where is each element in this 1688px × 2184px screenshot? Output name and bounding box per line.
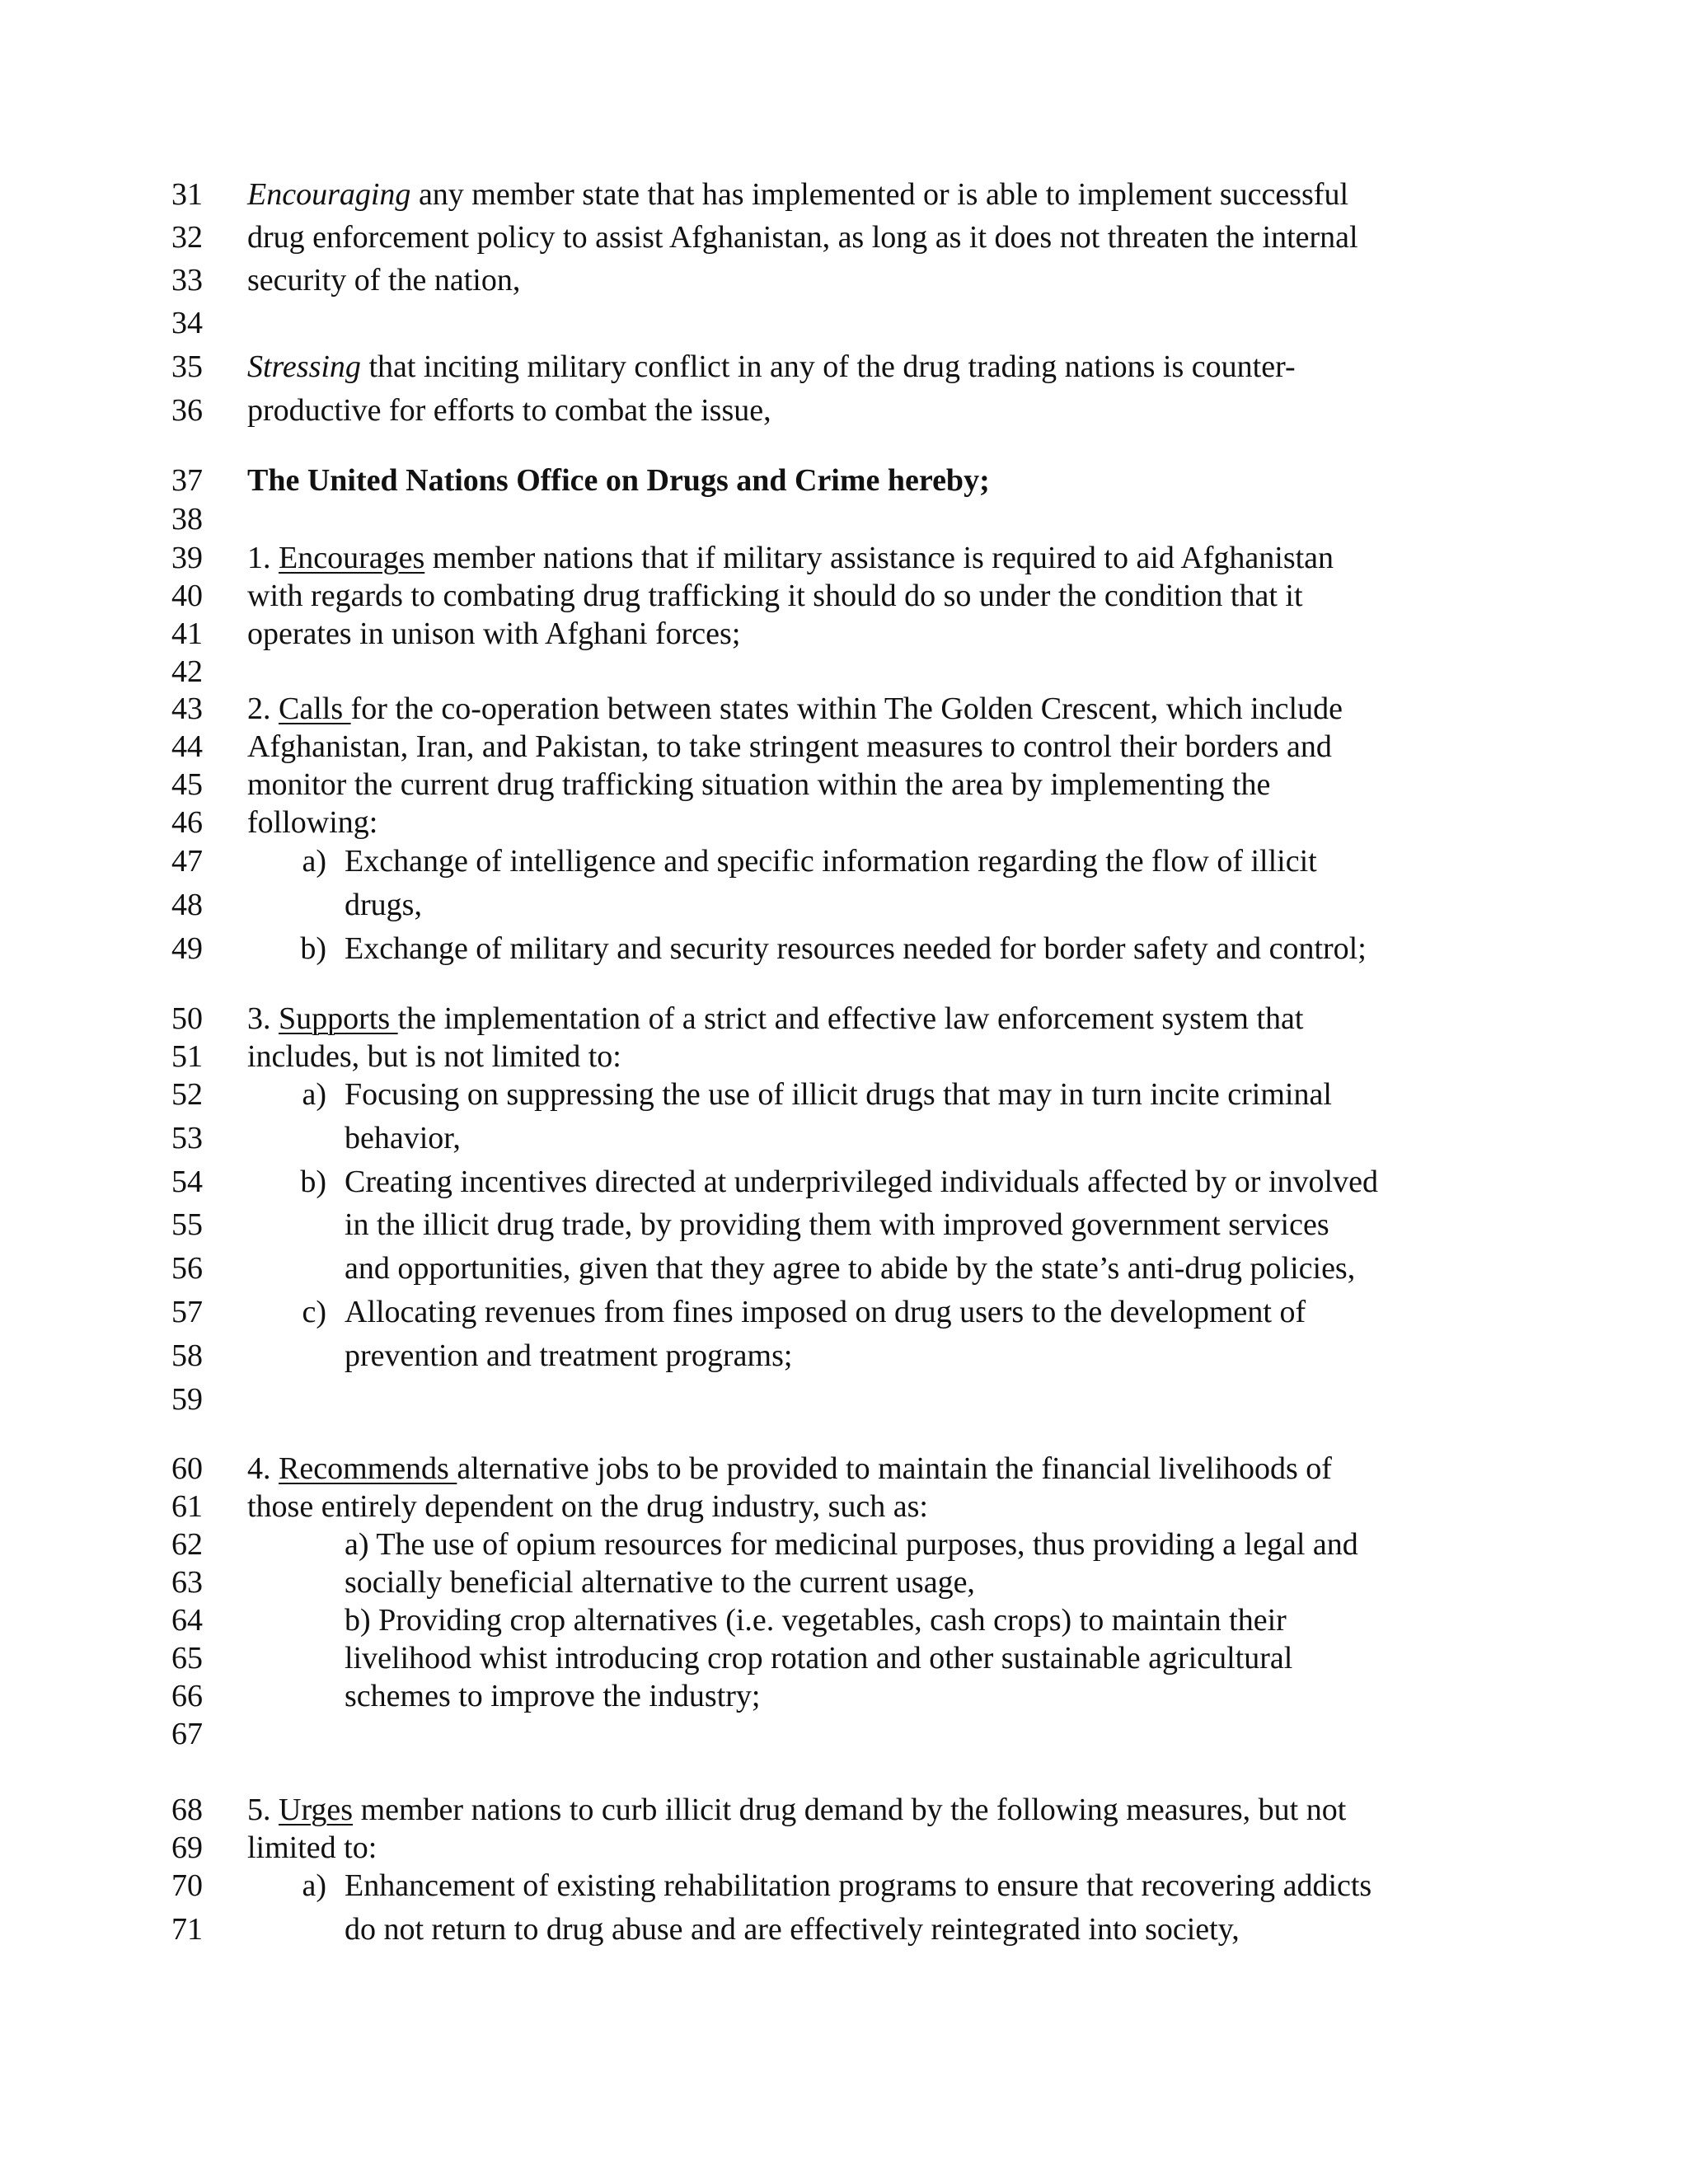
text-run: that inciting military conflict in any of the drug trading nations is counter- [360, 349, 1296, 384]
line-number: 54 [171, 1165, 203, 1199]
text-run: 4. [247, 1451, 279, 1486]
line-66 [0, 1675, 1688, 1718]
line-text [345, 1599, 1287, 1642]
line-number: 43 [171, 691, 203, 726]
line-text [247, 763, 1270, 806]
line-text [247, 459, 990, 502]
list-marker: b) [300, 1165, 326, 1199]
text-run: Allocating revenues from fines imposed on drug users to the development of [345, 1295, 1306, 1329]
line-71 [0, 1908, 1688, 1951]
list-marker: a) [302, 844, 326, 879]
line-text [345, 1908, 1240, 1951]
line-text [345, 1291, 1306, 1333]
line-text [247, 725, 1332, 768]
line-number: 32 [171, 220, 203, 255]
text-run: Exchange of military and security resources needed for border safety and control; [345, 931, 1367, 966]
operative-verb: Supports [279, 1001, 398, 1036]
line-63 [0, 1561, 1688, 1604]
line-text [345, 1523, 1358, 1566]
line-number: 57 [171, 1295, 203, 1329]
line-number: 67 [171, 1717, 203, 1751]
line-number: 61 [171, 1489, 203, 1524]
text-run: behavior, [345, 1121, 461, 1155]
line-62 [0, 1523, 1688, 1566]
line-number: 44 [171, 729, 203, 764]
line-text [345, 1160, 1378, 1203]
line-33 [0, 259, 1688, 302]
line-text [247, 801, 377, 844]
line-31 [0, 173, 1688, 216]
list-marker: a) [302, 1077, 326, 1112]
line-number: 64 [171, 1603, 203, 1638]
text-run: security of the nation, [247, 263, 521, 298]
line-number: 69 [171, 1830, 203, 1865]
line-49 [0, 927, 1688, 970]
line-text [247, 259, 520, 302]
operative-verb: Recommends [279, 1451, 457, 1486]
line-52 [0, 1073, 1688, 1116]
line-35 [0, 345, 1688, 388]
text-run: in the illicit drug trade, by providing them with improved government services [345, 1207, 1329, 1242]
text-run: drugs, [345, 888, 422, 922]
line-number: 58 [171, 1338, 203, 1373]
section-heading: The United Nations Office on Drugs and Crime hereby; [247, 463, 990, 498]
line-36 [0, 389, 1688, 432]
text-run: do not return to drug abuse and are effectively reintegrated into society, [345, 1912, 1240, 1947]
line-text [247, 997, 1303, 1040]
line-number: 41 [171, 616, 203, 651]
line-38 [0, 498, 1688, 541]
text-run: member nations that if military assistance is required to aid Afghanistan [424, 541, 1334, 575]
line-64 [0, 1599, 1688, 1642]
text-run: member nations to curb illicit drug demand by the following measures, but not [353, 1793, 1347, 1827]
line-number: 65 [171, 1641, 203, 1675]
line-57 [0, 1291, 1688, 1333]
text-run: Afghanistan, Iran, and Pakistan, to take stringent measures to control their borders and [247, 729, 1332, 764]
line-53 [0, 1117, 1688, 1160]
line-44 [0, 725, 1688, 768]
line-number: 37 [171, 463, 203, 498]
text-run: Enhancement of existing rehabilitation programs to ensure that recovering addicts [345, 1868, 1372, 1903]
line-60 [0, 1447, 1688, 1490]
line-59 [0, 1378, 1688, 1421]
line-51 [0, 1035, 1688, 1078]
text-run: Focusing on suppressing the use of illicit drugs that may in turn incite criminal [345, 1077, 1332, 1112]
line-number: 34 [171, 306, 203, 340]
line-text [247, 173, 1348, 216]
text-run: 1. [247, 541, 279, 575]
line-text [247, 216, 1358, 259]
line-number: 40 [171, 579, 203, 613]
preambular-verb: Stressing [247, 349, 361, 384]
text-run: alternative jobs to be provided to maintain the financial livelihoods of [457, 1451, 1332, 1486]
line-text [345, 1203, 1329, 1246]
line-65 [0, 1637, 1688, 1680]
line-text [345, 927, 1367, 970]
line-text [247, 1447, 1332, 1490]
line-number: 62 [171, 1527, 203, 1562]
line-text [247, 345, 1296, 388]
line-number: 56 [171, 1251, 203, 1286]
text-run: and opportunities, given that they agree to abide by the state’s anti-drug policies, [345, 1251, 1356, 1286]
line-54 [0, 1160, 1688, 1203]
line-number: 50 [171, 1001, 203, 1036]
text-run: drug enforcement policy to assist Afghanistan, as long as it does not threaten the internal [247, 220, 1358, 255]
text-run: b) Providing crop alternatives (i.e. vegetables, cash crops) to maintain their [345, 1603, 1287, 1638]
text-run: with regards to combating drug trafficking it should do so under the condition that it [247, 579, 1303, 613]
line-text [345, 840, 1317, 883]
line-number: 48 [171, 888, 203, 922]
line-number: 42 [171, 654, 203, 689]
line-text [247, 687, 1343, 730]
line-text [247, 1485, 928, 1528]
line-number: 59 [171, 1382, 203, 1417]
text-run: operates in unison with Afghani forces; [247, 616, 741, 651]
line-39 [0, 537, 1688, 579]
line-32 [0, 216, 1688, 259]
line-text [345, 1675, 760, 1718]
line-61 [0, 1485, 1688, 1528]
line-text [345, 1864, 1372, 1907]
text-run: any member state that has implemented or is able to implement successful [410, 177, 1349, 212]
line-number: 31 [171, 177, 203, 212]
text-run: schemes to improve the industry; [345, 1679, 761, 1713]
line-number: 38 [171, 502, 203, 537]
preambular-verb: Encouraging [247, 177, 411, 212]
line-number: 52 [171, 1077, 203, 1112]
line-text [345, 1073, 1332, 1116]
line-number: 47 [171, 844, 203, 879]
line-number: 70 [171, 1868, 203, 1903]
line-number: 66 [171, 1679, 203, 1713]
list-marker: b) [300, 931, 326, 966]
text-run: limited to: [247, 1830, 377, 1865]
line-text [247, 612, 740, 655]
line-number: 35 [171, 349, 203, 384]
line-48 [0, 883, 1688, 926]
line-70 [0, 1864, 1688, 1907]
line-text [345, 1334, 792, 1377]
line-number: 68 [171, 1793, 203, 1827]
line-37 [0, 459, 1688, 502]
line-number: 63 [171, 1565, 203, 1600]
text-run: prevention and treatment programs; [345, 1338, 793, 1373]
operative-verb: Urges [279, 1793, 354, 1827]
text-run: 2. [247, 691, 279, 726]
text-run: socially beneficial alternative to the current usage, [345, 1565, 975, 1600]
text-run: for the co-operation between states within The Golden Crescent, which include [350, 691, 1343, 726]
line-46 [0, 801, 1688, 844]
text-run: Exchange of intelligence and specific information regarding the flow of illicit [345, 844, 1317, 879]
text-run: a) The use of opium resources for medicinal purposes, thus providing a legal and [345, 1527, 1358, 1562]
text-run: productive for efforts to combat the issue, [247, 393, 771, 428]
line-43 [0, 687, 1688, 730]
line-text [247, 574, 1303, 617]
list-marker: a) [302, 1868, 326, 1903]
line-50 [0, 997, 1688, 1040]
line-40 [0, 574, 1688, 617]
line-text [345, 1637, 1292, 1680]
line-56 [0, 1247, 1688, 1290]
line-67 [0, 1713, 1688, 1755]
line-number: 45 [171, 767, 203, 802]
line-number: 55 [171, 1207, 203, 1242]
text-run: 5. [247, 1793, 279, 1827]
line-55 [0, 1203, 1688, 1246]
line-45 [0, 763, 1688, 806]
text-run: the implementation of a strict and effective law enforcement system that [397, 1001, 1304, 1036]
line-58 [0, 1334, 1688, 1377]
line-number: 33 [171, 263, 203, 298]
text-run: monitor the current drug trafficking situation within the area by implementing the [247, 767, 1271, 802]
text-run: Creating incentives directed at underprivileged individuals affected by or involved [345, 1165, 1378, 1199]
line-68 [0, 1788, 1688, 1831]
text-run: includes, but is not limited to: [247, 1039, 621, 1074]
line-text [247, 1788, 1346, 1831]
text-run: those entirely dependent on the drug industry, such as: [247, 1489, 928, 1524]
line-text [247, 537, 1334, 579]
line-number: 51 [171, 1039, 203, 1074]
line-text [345, 883, 422, 926]
text-run: 3. [247, 1001, 279, 1036]
line-text [345, 1117, 461, 1160]
operative-verb: Calls [279, 691, 351, 726]
line-41 [0, 612, 1688, 655]
line-number: 39 [171, 541, 203, 575]
line-text [247, 1826, 377, 1869]
text-run: livelihood whist introducing crop rotation and other sustainable agricultural [345, 1641, 1293, 1675]
line-text [247, 1035, 621, 1078]
line-number: 46 [171, 805, 203, 840]
list-marker: c) [302, 1295, 326, 1329]
line-number: 36 [171, 393, 203, 428]
line-number: 49 [171, 931, 203, 966]
text-run: following: [247, 805, 378, 840]
line-number: 53 [171, 1121, 203, 1155]
line-number: 71 [171, 1912, 203, 1947]
line-34 [0, 302, 1688, 344]
line-text [247, 389, 771, 432]
line-number: 60 [171, 1451, 203, 1486]
operative-verb: Encourages [279, 541, 425, 575]
line-text [345, 1247, 1355, 1290]
line-69 [0, 1826, 1688, 1869]
line-47 [0, 840, 1688, 883]
line-text [345, 1561, 975, 1604]
